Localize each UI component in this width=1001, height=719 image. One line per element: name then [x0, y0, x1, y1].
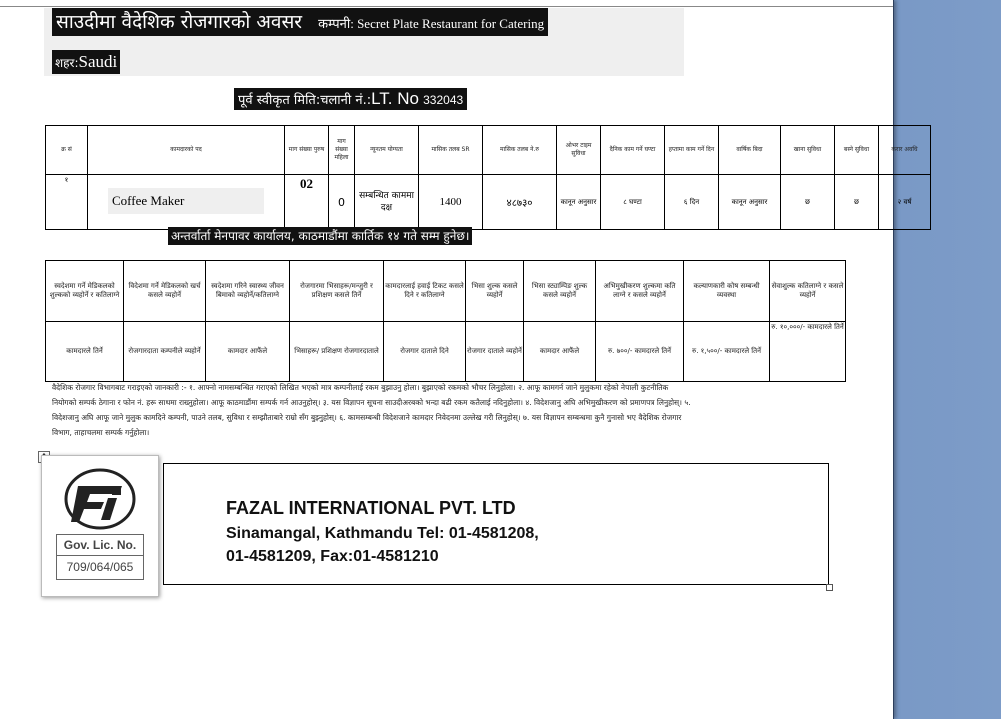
table-row	[46, 322, 846, 382]
table-header-cell: क्र सं	[46, 126, 88, 175]
company-logo[interactable]	[41, 455, 159, 597]
table-header-cell: खाना सुविधा	[781, 126, 835, 175]
table-header-cell: करार अवधि	[879, 126, 931, 175]
interview-notice: अन्तर्वार्ता मेनपावर कार्यालय, काठमाडौंमा कार्तिक १४ गते सम्म हुनेछ।	[168, 227, 472, 245]
table-header-row	[46, 261, 846, 322]
table-header-cell: न्यूनतम योग्यता	[355, 126, 419, 175]
table-header-cell: वार्षिक बिदा	[719, 126, 781, 175]
accommodation: छ	[835, 175, 879, 230]
license-box	[56, 534, 144, 580]
table-header-row	[46, 126, 931, 175]
salary-sr: 1400	[419, 175, 483, 230]
table-cell: रु. ७००/- कामदारले तिर्ने	[596, 322, 684, 382]
table-header-cell: मासिक तलब SR	[419, 126, 483, 175]
table-header-cell: मासिक तलब ने.रु	[483, 126, 557, 175]
contract-period: २ वर्ष	[879, 175, 931, 230]
overtime: कानून अनुसार	[557, 175, 601, 230]
table-header-cell: भिसा स्ट्याम्पिङ शुल्क कसले व्यहोर्ने	[524, 261, 596, 322]
cost-table	[45, 260, 846, 382]
table-header-cell: माग संख्या महिला	[329, 126, 355, 175]
table-header-cell: सेवाशुल्क कतिलाग्ने र कसले व्यहोर्ने	[770, 261, 846, 322]
position-title: Coffee Maker	[108, 188, 264, 214]
table-header-cell: हप्तामा काम गर्ने दिन	[665, 126, 719, 175]
table-header-cell: कामदारलाई हवाई टिकट कसले दिने र कतिलाग्ने	[384, 261, 466, 322]
table-row	[46, 175, 931, 230]
license-label: Gov. Lic. No.	[57, 535, 143, 556]
page-title	[52, 8, 548, 36]
headline-text: साउदीमा वैदेशिक रोजगारको अवसर	[56, 11, 303, 33]
lt-no-label: LT. No	[371, 89, 419, 108]
working-days: ६ दिन	[665, 175, 719, 230]
table-header-cell: विदेशमा गर्ने मेडिकलको खर्च कसले व्यहोर्ने	[124, 261, 206, 322]
table-header-cell: स्वदेशमा गरिने स्वास्थ्य जीवन बिमाको व्यहोर्ने/कतिलाग्ने	[206, 261, 290, 322]
annual-leave: कानून अनुसार	[719, 175, 781, 230]
job-details-table	[45, 125, 931, 230]
table-cell: कामदार आफैंले	[524, 322, 596, 382]
table-cell: भिसाहरू/ प्रशिक्षण रोजगारदाताले	[290, 322, 384, 382]
table-cell: कामदार आफैंले	[206, 322, 290, 382]
company-address-line-2: 01-4581209, Fax:01-4581210	[226, 548, 439, 565]
company-line	[318, 16, 544, 31]
table-cell: रोजगार दाताले दिने	[384, 322, 466, 382]
table-header-cell: रोजगारमा भिसाहरू/मन्जुरी र प्रशिक्षण कसले तिर्ने	[290, 261, 384, 322]
table-cell: रोजगारदाता कम्पनीले व्यहोर्ने	[124, 322, 206, 382]
company-name-heading: FAZAL INTERNATIONAL PVT. LTD	[226, 498, 516, 518]
fi-logo-icon	[64, 468, 136, 530]
table-header-cell: दैनिक काम गर्ने घण्टा	[601, 126, 665, 175]
company-name: Secret Plate Restaurant for Catering	[357, 16, 545, 31]
table-header-cell: स्वदेशमा गर्ने मेडिकलको शुल्कको व्यहोर्ने र कतिलाग्ने	[46, 261, 124, 322]
approval-label: पूर्व स्वीकृत मिति:चलानी नं.:	[238, 93, 372, 108]
table-header-cell: कामदारको पद	[88, 126, 285, 175]
table-cell: रु. १०,०००/- कामदारले तिर्ने	[770, 322, 846, 382]
table-header-cell: अभिमुखीकरण शुल्कमा कति लाग्ने र कसले व्यहोर्ने	[596, 261, 684, 322]
table-header-cell: माग संख्या पुरुष	[285, 126, 329, 175]
serial-number: १	[46, 175, 88, 230]
page-top-edge	[0, 6, 893, 7]
salary-npr: ४८७३०	[483, 175, 557, 230]
resize-handle[interactable]	[826, 584, 833, 591]
approval-line	[234, 88, 467, 110]
qualification: सम्बन्धित काममा दक्ष	[355, 175, 419, 230]
male-count: 02	[300, 176, 313, 191]
food-facility: छ	[781, 175, 835, 230]
table-header-cell: कल्याणकारी कोष सम्बन्धी व्यवस्था	[684, 261, 770, 322]
table-header-cell: बस्ने सुविधा	[835, 126, 879, 175]
table-header-cell: भिसा शुल्क कसले व्यहोर्ने	[466, 261, 524, 322]
company-label: कम्पनी:	[318, 16, 354, 31]
city-line	[52, 50, 120, 74]
company-info-box[interactable]	[163, 463, 829, 585]
table-cell: रोजगार दाताले व्यहोर्ने	[466, 322, 524, 382]
working-hours: ८ घण्टा	[601, 175, 665, 230]
table-cell: कामदारले तिर्ने	[46, 322, 124, 382]
city-label: शहर:	[55, 56, 79, 70]
table-header-cell: ओभर टाइम सुविधा	[557, 126, 601, 175]
female-count: 0	[329, 175, 355, 230]
approval-number: 332043	[423, 93, 464, 107]
company-address-line-1: Sinamangal, Kathmandu Tel: 01-4581208,	[226, 525, 539, 542]
table-cell: रु. १,५००/- कामदारले तिर्ने	[684, 322, 770, 382]
city-value: Saudi	[78, 52, 118, 71]
license-number: 709/064/065	[66, 560, 134, 574]
notice-paragraph: वैदेशिक रोजगार विभागबाट गराइएको जानकारी :- १. आफ्नो नामसम्बन्धित गराएको लिखित भएको मात्र कम्पनीलाई रकम बुझाउनु होला। बुझाएको रकमको भौचर लिनुहोला। २. आफू कामगर्न जाने मुलुकमा रहेको नेपाली कुटनीतिक नियोगको सम्पर्क ठेगाना र फोन नं. हरू साथमा राख्नुहोला। आफू काठमाडौंमा सम्पर्क गर्न आउनुहोस्। ३. यस विज्ञापन सूचना साउदीअरबको भन्दा बढी रकम कतैलाई नदिनुहोला। ४. विदेशजानु अघि अभिमुखीकरण को प्रमाणपत्र लिनुहोस्। ५. विदेशजानु अघि आफू जाने मुलुक कामदिने कम्पनी, पाउने तलब, सुविधा र सम्झौताबारे राम्रो सँग बुझ्नुहोस्। ६. कामसम्बन्धी विदेशजाने कामदार निवेदनमा उल्लेख गरी लिनुहोस्। ७. यस विज्ञापन सम्बन्धमा कुनै गुनासो भए वैदेशिक रोजगार विभाग, ताहाचलमा सम्पर्क गर्नुहोला।	[52, 383, 691, 437]
